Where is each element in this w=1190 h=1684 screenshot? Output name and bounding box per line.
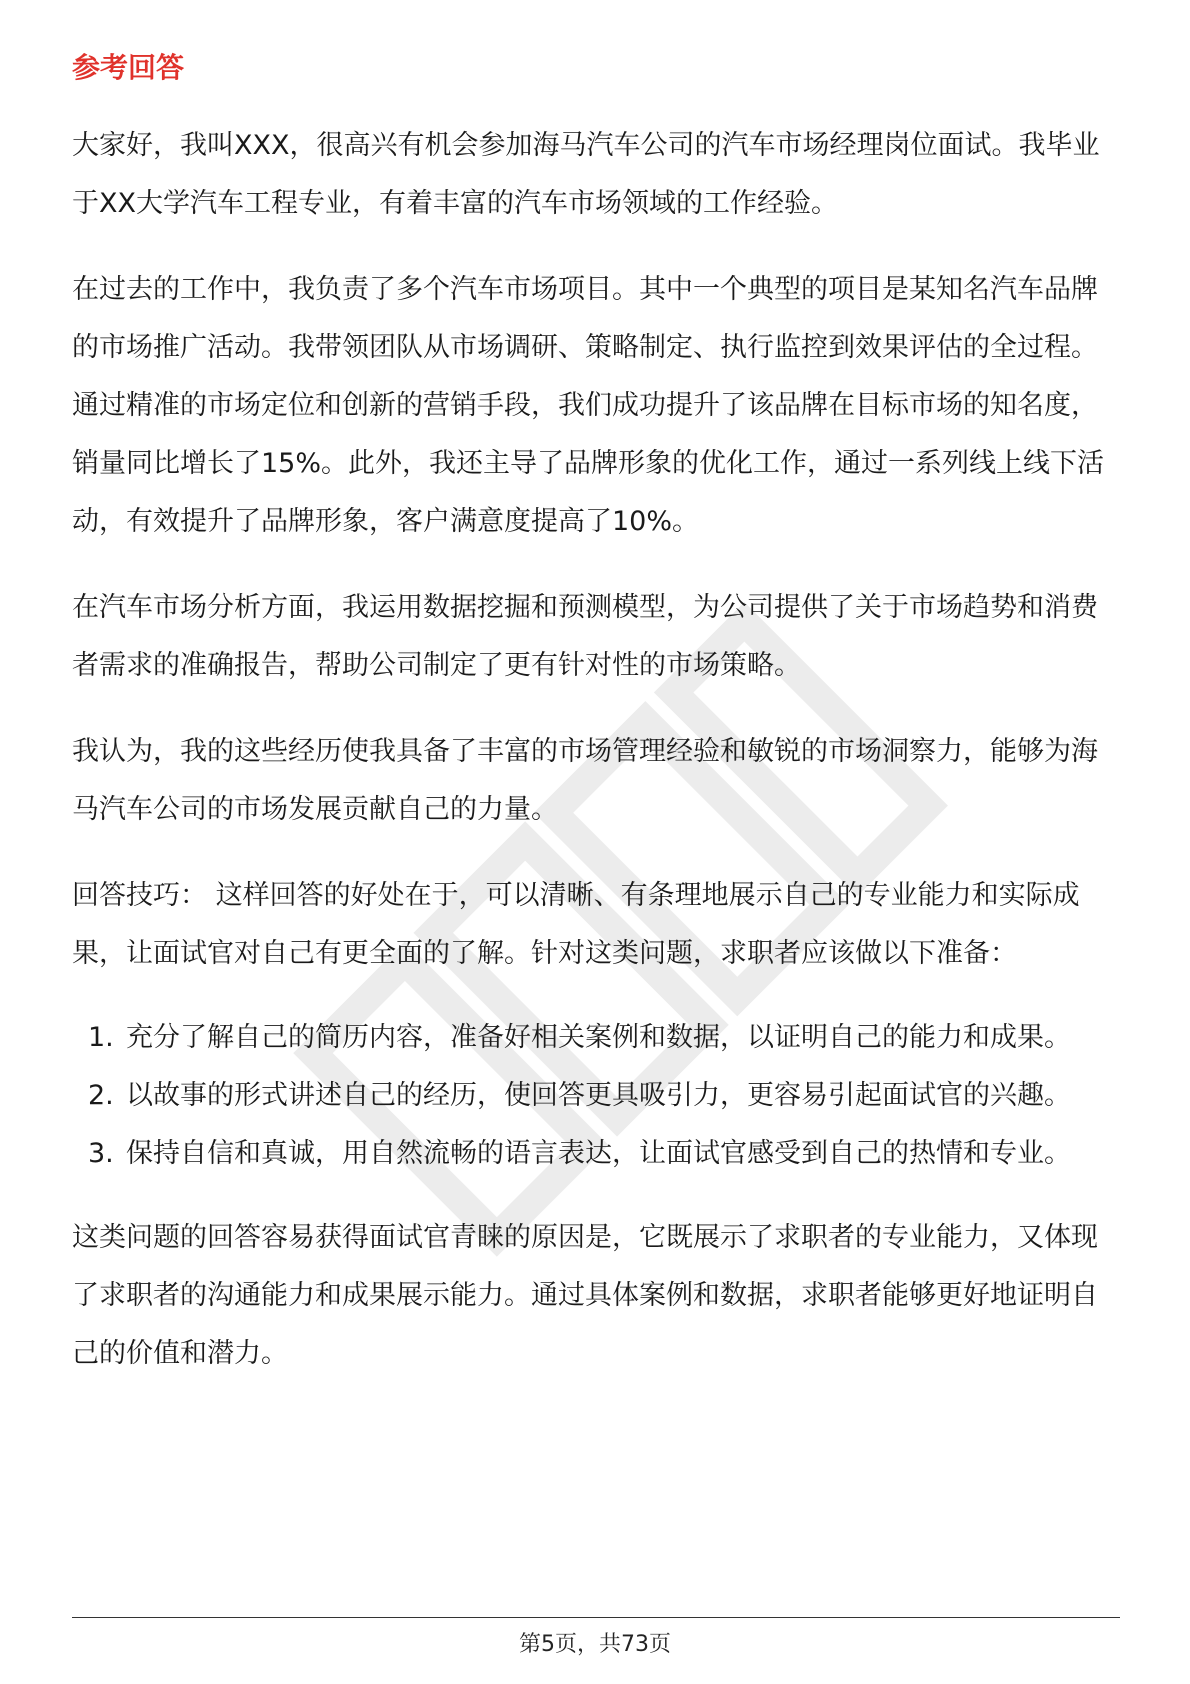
list-item	[72, 1009, 1120, 1067]
section-title: 参考回答	[72, 51, 185, 84]
list-item-text: 以故事的形式讲述自己的经历，使回答更具吸引力，更容易引起面试官的兴趣。	[126, 1080, 1071, 1111]
page-number: 第5页，共73页	[519, 1632, 671, 1657]
analysis-paragraph: 在汽车市场分析方面，我运用数据挖掘和预测模型，为公司提供了关于市场趋势和消费者需求的准确报告，帮助公司制定了更有针对性的市场策略。	[72, 592, 1098, 681]
tips-paragraph: 回答技巧： 这样回答的好处在于，可以清晰、有条理地展示自己的专业能力和实际成果，让面试官对自己有更全面的了解。针对这类问题，求职者应该做以下准备：	[72, 880, 1080, 969]
footer-divider	[72, 1617, 1120, 1618]
summary-paragraph: 这类问题的回答容易获得面试官青睐的原因是，它既展示了求职者的专业能力，又体现了求职者的沟通能力和成果展示能力。通过具体案例和数据，求职者能够更好地证明自己的价值和潜力。	[72, 1222, 1098, 1369]
list-number: 1.	[88, 1022, 114, 1053]
list-number: 2.	[88, 1080, 114, 1111]
list-item	[72, 1125, 1120, 1183]
experience-paragraph: 在过去的工作中，我负责了多个汽车市场项目。其中一个典型的项目是某知名汽车品牌的市场推广活动。我带领团队从市场调研、策略制定、执行监控到效果评估的全过程。通过精准的市场定位和创新的营销手段，我们成功提升了该品牌在目标市场的知名度，销量同比增长了15%。此外，我还主导了品牌形象的优化工作，通过一系列线上线下活动，有效提升了品牌形象，客户满意度提高了10%。	[72, 274, 1105, 537]
list-item-text: 保持自信和真诚，用自然流畅的语言表达，让面试官感受到自己的热情和专业。	[126, 1138, 1071, 1169]
intro-paragraph: 大家好，我叫XXX，很高兴有机会参加海马汽车公司的汽车市场经理岗位面试。我毕业于XX大学汽车工程专业，有着丰富的汽车市场领域的工作经验。	[72, 130, 1100, 219]
list-number: 3.	[88, 1138, 114, 1169]
list-item	[72, 1067, 1120, 1125]
document-body	[72, 117, 1120, 1411]
preparation-list	[72, 1009, 1120, 1183]
list-item-text: 充分了解自己的简历内容，准备好相关案例和数据，以证明自己的能力和成果。	[126, 1022, 1071, 1053]
conclusion-paragraph: 我认为，我的这些经历使我具备了丰富的市场管理经验和敏锐的市场洞察力，能够为海马汽车公司的市场发展贡献自己的力量。	[72, 736, 1098, 825]
